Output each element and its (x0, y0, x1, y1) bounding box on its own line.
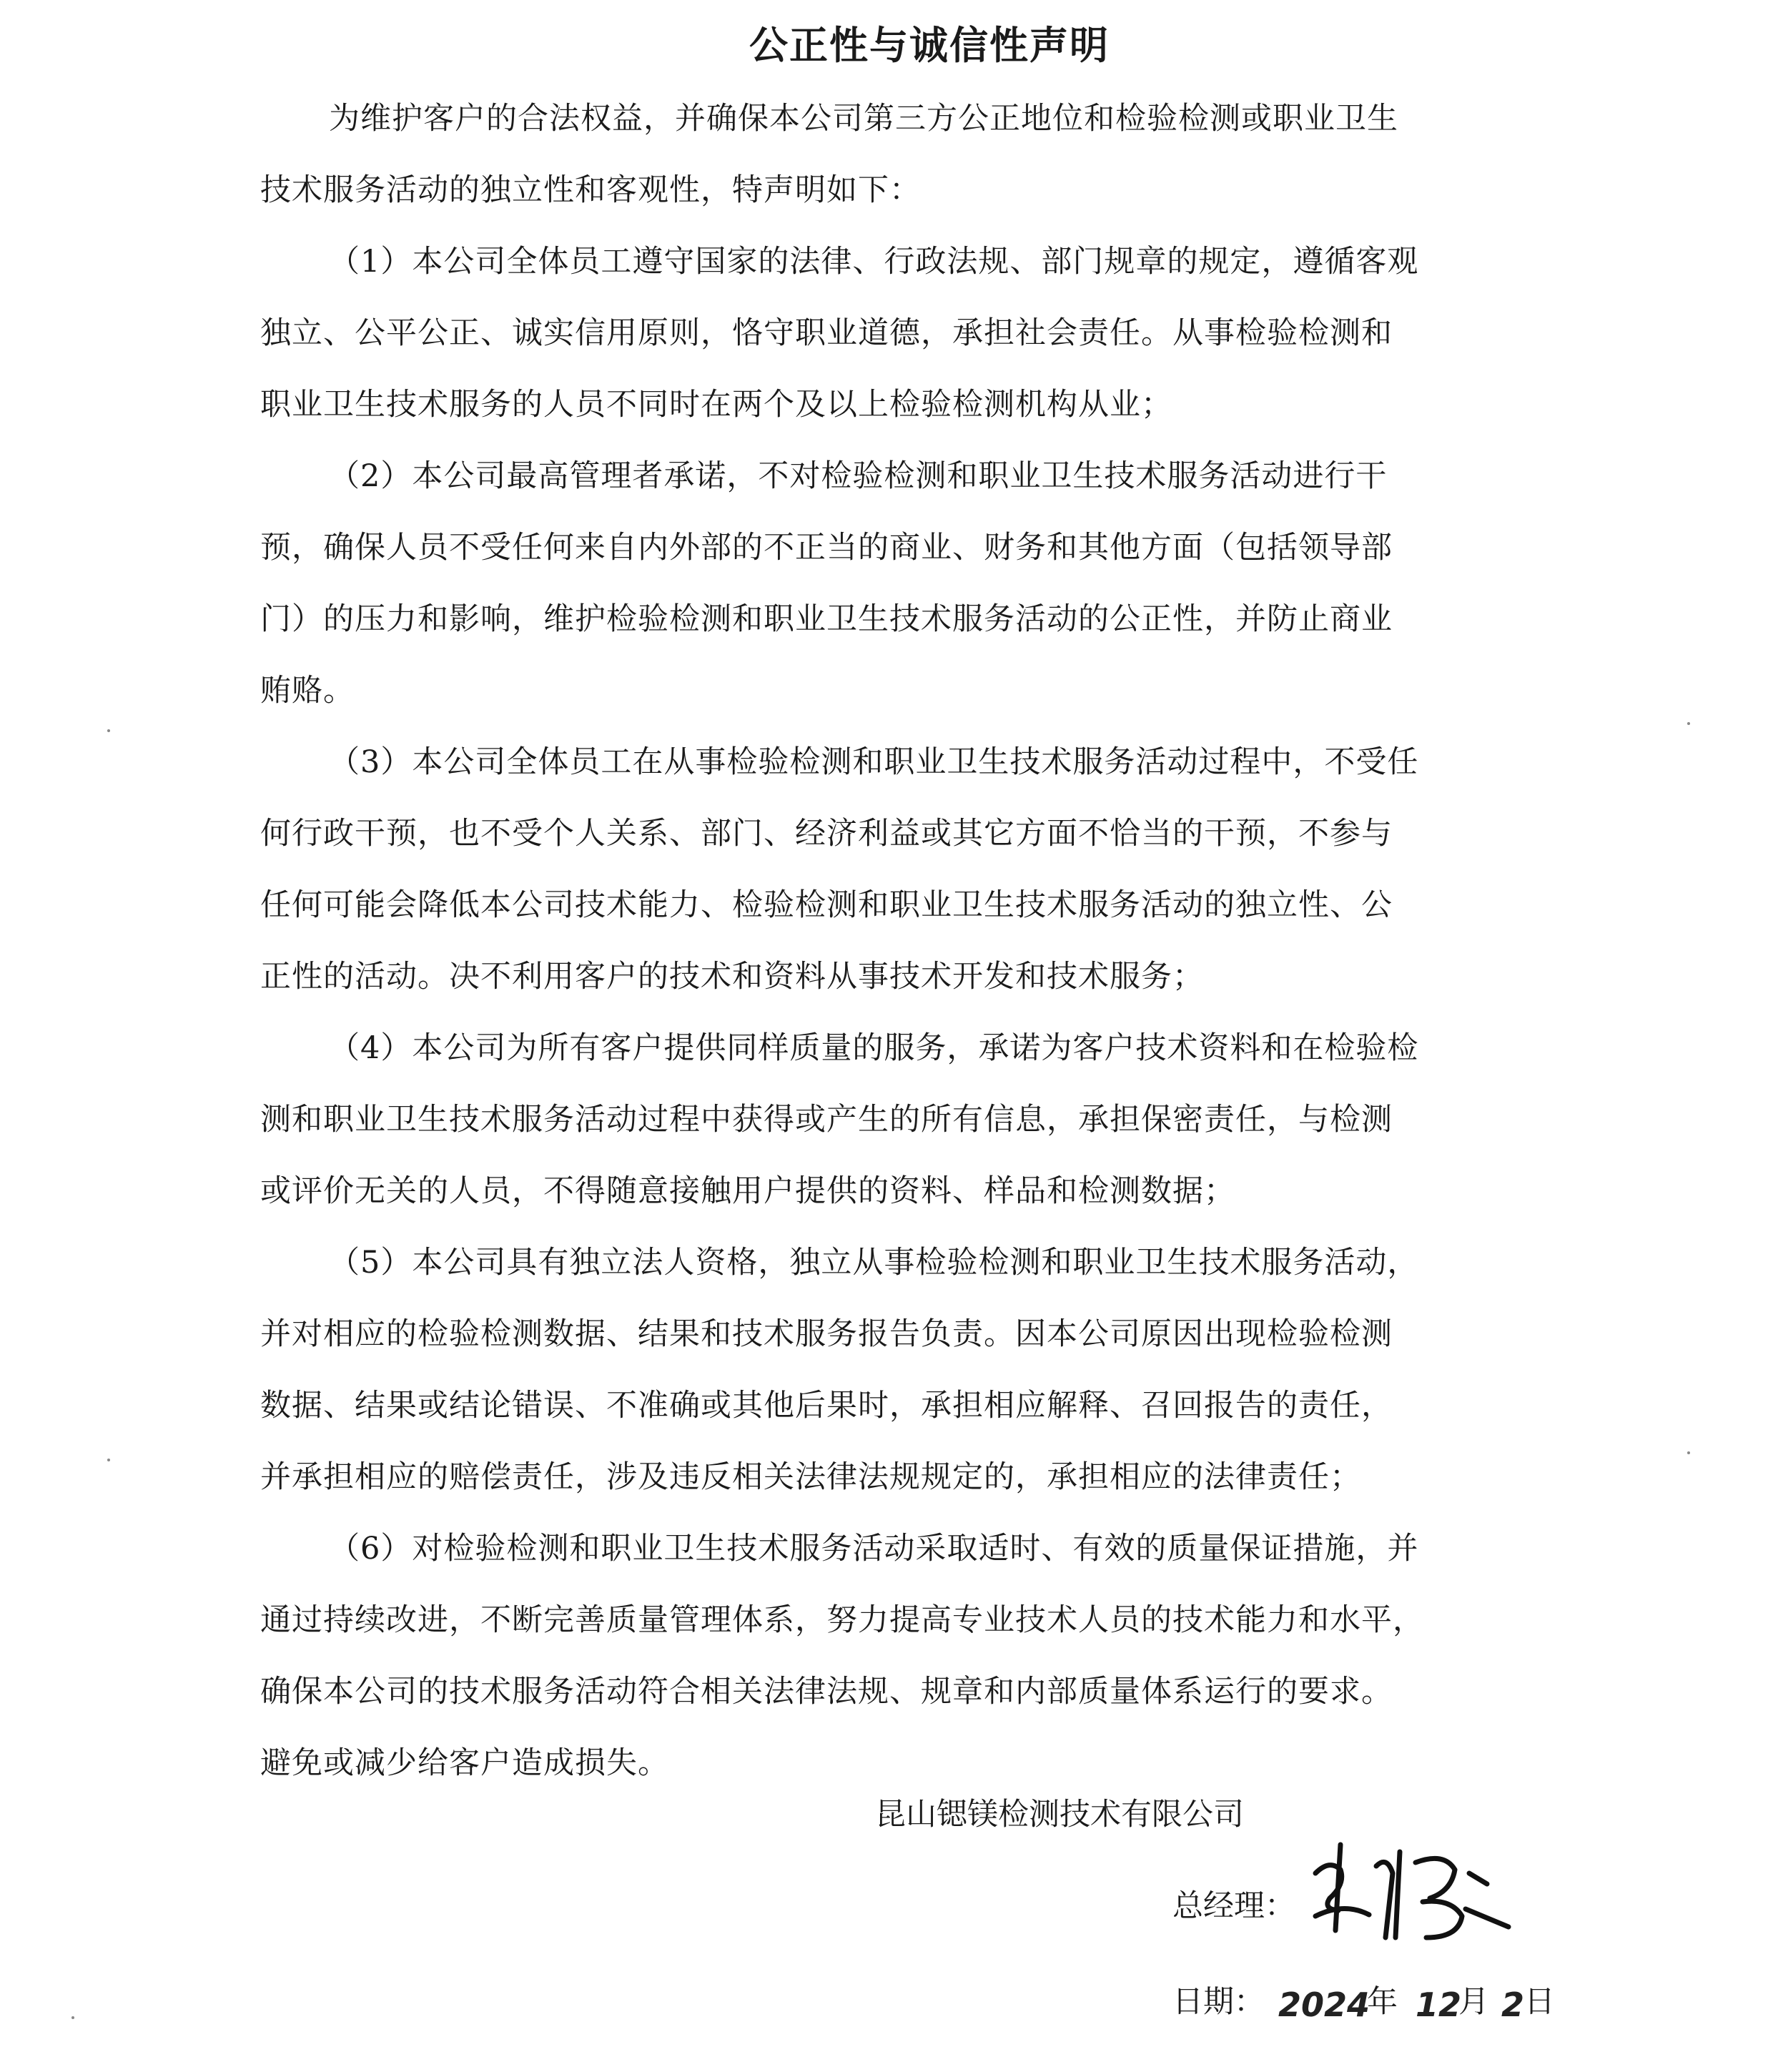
clause-5-line: 并承担相应的赔偿责任，涉及违反相关法律法规规定的，承担相应的法律责任； (260, 1459, 1361, 1495)
clause-1-line: 职业卫生技术服务的人员不同时在两个及以上检验检测机构从业； (260, 387, 1172, 423)
scan-speck (1687, 1451, 1690, 1454)
date-label: 日期： (1172, 1984, 1265, 2020)
date-year-unit: 年 (1367, 1984, 1398, 2020)
clause-6-line: （6）对检验检测和职业卫生技术服务活动采取适时、有效的质量保证措施，并 (329, 1531, 1419, 1567)
handwritten-signature (1301, 1830, 1516, 1952)
date-day: 2 (1501, 1985, 1525, 2024)
clause-2-line: 门）的压力和影响，维护检验检测和职业卫生技术服务活动的公正性，并防止商业 (260, 601, 1393, 637)
scan-speck (71, 2016, 74, 2019)
clause-1-line: 独立、公平公正、诚实信用原则，恪守职业道德，承担社会责任。从事检验检测和 (260, 315, 1393, 351)
clause-3-line: 正性的活动。决不利用客户的技术和资料从事技术开发和技术服务； (260, 959, 1204, 995)
clause-5-line: （5）本公司具有独立法人资格，独立从事检验检测和职业卫生技术服务活动， (329, 1245, 1419, 1281)
clause-2-line: 贿赂。 (260, 673, 355, 709)
clause-4-line: 测和职业卫生技术服务活动过程中获得或产生的所有信息，承担保密责任，与检测 (260, 1102, 1393, 1138)
date-row (1172, 1980, 1559, 2031)
intro-line: 为维护客户的合法权益，并确保本公司第三方公正地位和检验检测或职业卫生 (329, 101, 1398, 137)
clause-2-line: （2）本公司最高管理者承诺，不对检验检测和职业卫生技术服务活动进行干 (329, 458, 1388, 494)
intro-line: 技术服务活动的独立性和客观性，特声明如下： (260, 172, 921, 208)
clause-3-line: 任何可能会降低本公司技术能力、检验检测和职业卫生技术服务活动的独立性、公 (260, 887, 1393, 923)
clause-1-line: （1）本公司全体员工遵守国家的法律、行政法规、部门规章的规定，遵循客观 (329, 244, 1419, 280)
clause-6-line: 通过持续改进，不断完善质量管理体系，努力提高专业技术人员的技术能力和水平， (260, 1602, 1424, 1638)
scan-speck (107, 729, 110, 732)
date-year: 2024 (1278, 1985, 1371, 2024)
general-manager-label: 总经理： (1172, 1888, 1295, 1924)
document-title: 公正性与诚信性声明 (749, 23, 1110, 68)
date-month-unit: 月 (1458, 1984, 1489, 2020)
scan-speck (107, 1459, 110, 1461)
clause-4-line: 或评价无关的人员，不得随意接触用户提供的资料、样品和检测数据； (260, 1173, 1235, 1209)
clause-4-line: （4）本公司为所有客户提供同样质量的服务，承诺为客户技术资料和在检验检 (329, 1030, 1419, 1066)
company-name: 昆山锶镁检测技术有限公司 (875, 1797, 1244, 1832)
date-month: 12 (1416, 1985, 1462, 2024)
clause-5-line: 并对相应的检验检测数据、结果和技术服务报告负责。因本公司原因出现检验检测 (260, 1316, 1393, 1352)
clause-6-line: 确保本公司的技术服务活动符合相关法律法规、规章和内部质量体系运行的要求。 (260, 1674, 1393, 1710)
clause-5-line: 数据、结果或结论错误、不准确或其他后果时，承担相应解释、召回报告的责任， (260, 1388, 1393, 1424)
clause-3-line: 何行政干预，也不受个人关系、部门、经济利益或其它方面不恰当的干预，不参与 (260, 816, 1393, 852)
date-day-unit: 日 (1524, 1984, 1555, 2020)
clause-6-line: 避免或减少给客户造成损失。 (260, 1745, 669, 1781)
scan-speck (1687, 722, 1690, 725)
clause-3-line: （3）本公司全体员工在从事检验检测和职业卫生技术服务活动过程中，不受任 (329, 744, 1419, 780)
clause-2-line: 预，确保人员不受任何来自内外部的不正当的商业、财务和其他方面（包括领导部 (260, 530, 1393, 566)
